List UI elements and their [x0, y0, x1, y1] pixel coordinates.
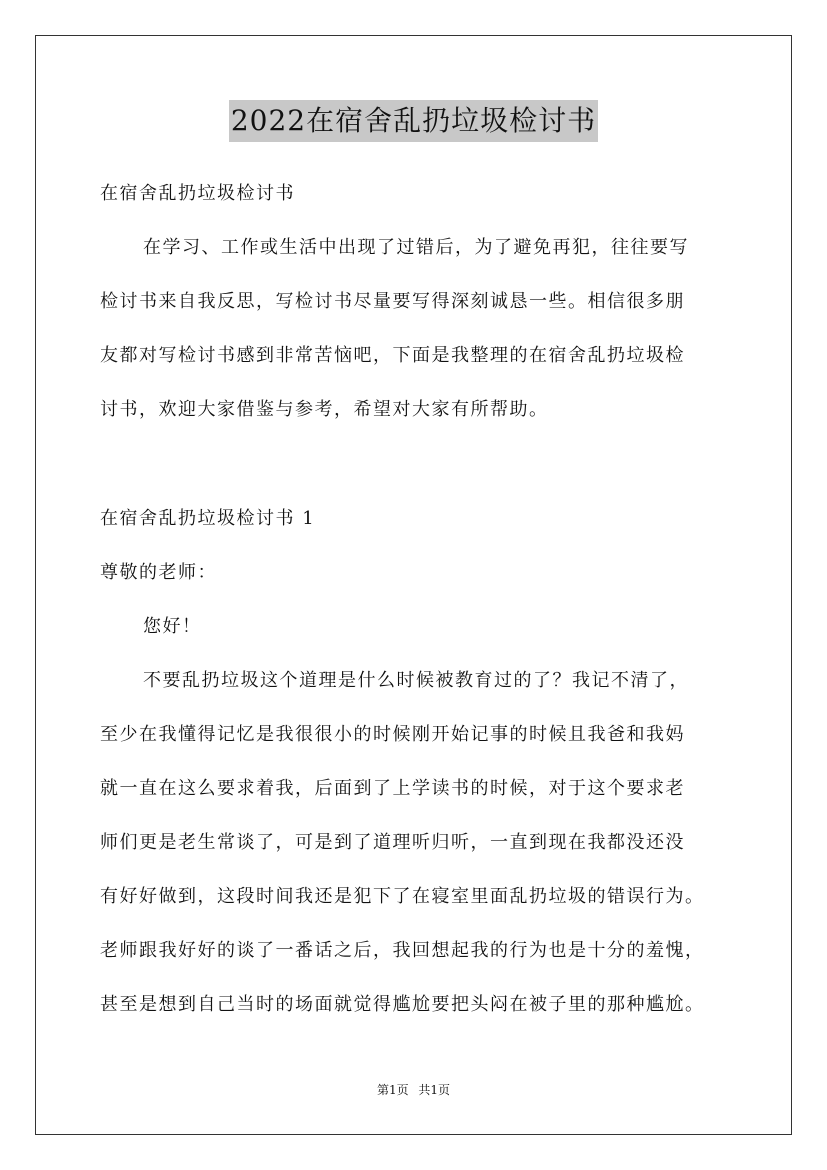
- body-line: 不要乱扔垃圾这个道理是什么时候被教育过的了？我记不清了，: [143, 670, 689, 691]
- title-container: [0, 100, 827, 142]
- intro-line: 讨书，欢迎大家借鉴与参考，希望对大家有所帮助。: [100, 399, 549, 420]
- section-heading: 在宿舍乱扔垃圾检讨书 1: [100, 508, 316, 529]
- page-footer: [0, 1082, 827, 1098]
- body-line: 甚至是想到自己当时的场面就觉得尴尬要把头闷在被子里的那种尴尬。: [100, 994, 705, 1015]
- salutation: 尊敬的老师：: [100, 562, 217, 583]
- body-line: 老师跟我好好的谈了一番话之后，我回想起我的行为也是十分的羞愧，: [100, 940, 705, 961]
- greeting: 您好！: [143, 616, 202, 637]
- body-line: 有好好做到，这段时间我还是犯下了在寝室里面乱扔垃圾的错误行为。: [100, 886, 705, 907]
- body-line: 师们更是老生常谈了，可是到了道理听归听，一直到现在我都没还没: [100, 832, 685, 853]
- document-subtitle: 在宿舍乱扔垃圾检讨书: [100, 183, 295, 204]
- page-number: 第1页: [376, 1083, 409, 1097]
- intro-line: 在学习、工作或生活中出现了过错后，为了避免再犯，往往要写: [143, 237, 689, 258]
- body-line: 就一直在这么要求着我，后面到了上学读书的时候，对于这个要求老: [100, 778, 685, 799]
- intro-line: 检讨书来自我反思，写检讨书尽量要写得深刻诚恳一些。相信很多朋: [100, 291, 685, 312]
- body-line: 至少在我懂得记忆是我很很小的时候刚开始记事的时候且我爸和我妈: [100, 724, 685, 745]
- intro-line: 友都对写检讨书感到非常苦恼吧，下面是我整理的在宿舍乱扔垃圾检: [100, 345, 685, 366]
- document-title: 2022在宿舍乱扔垃圾检讨书: [229, 100, 598, 142]
- page-total: 共1页: [418, 1083, 451, 1097]
